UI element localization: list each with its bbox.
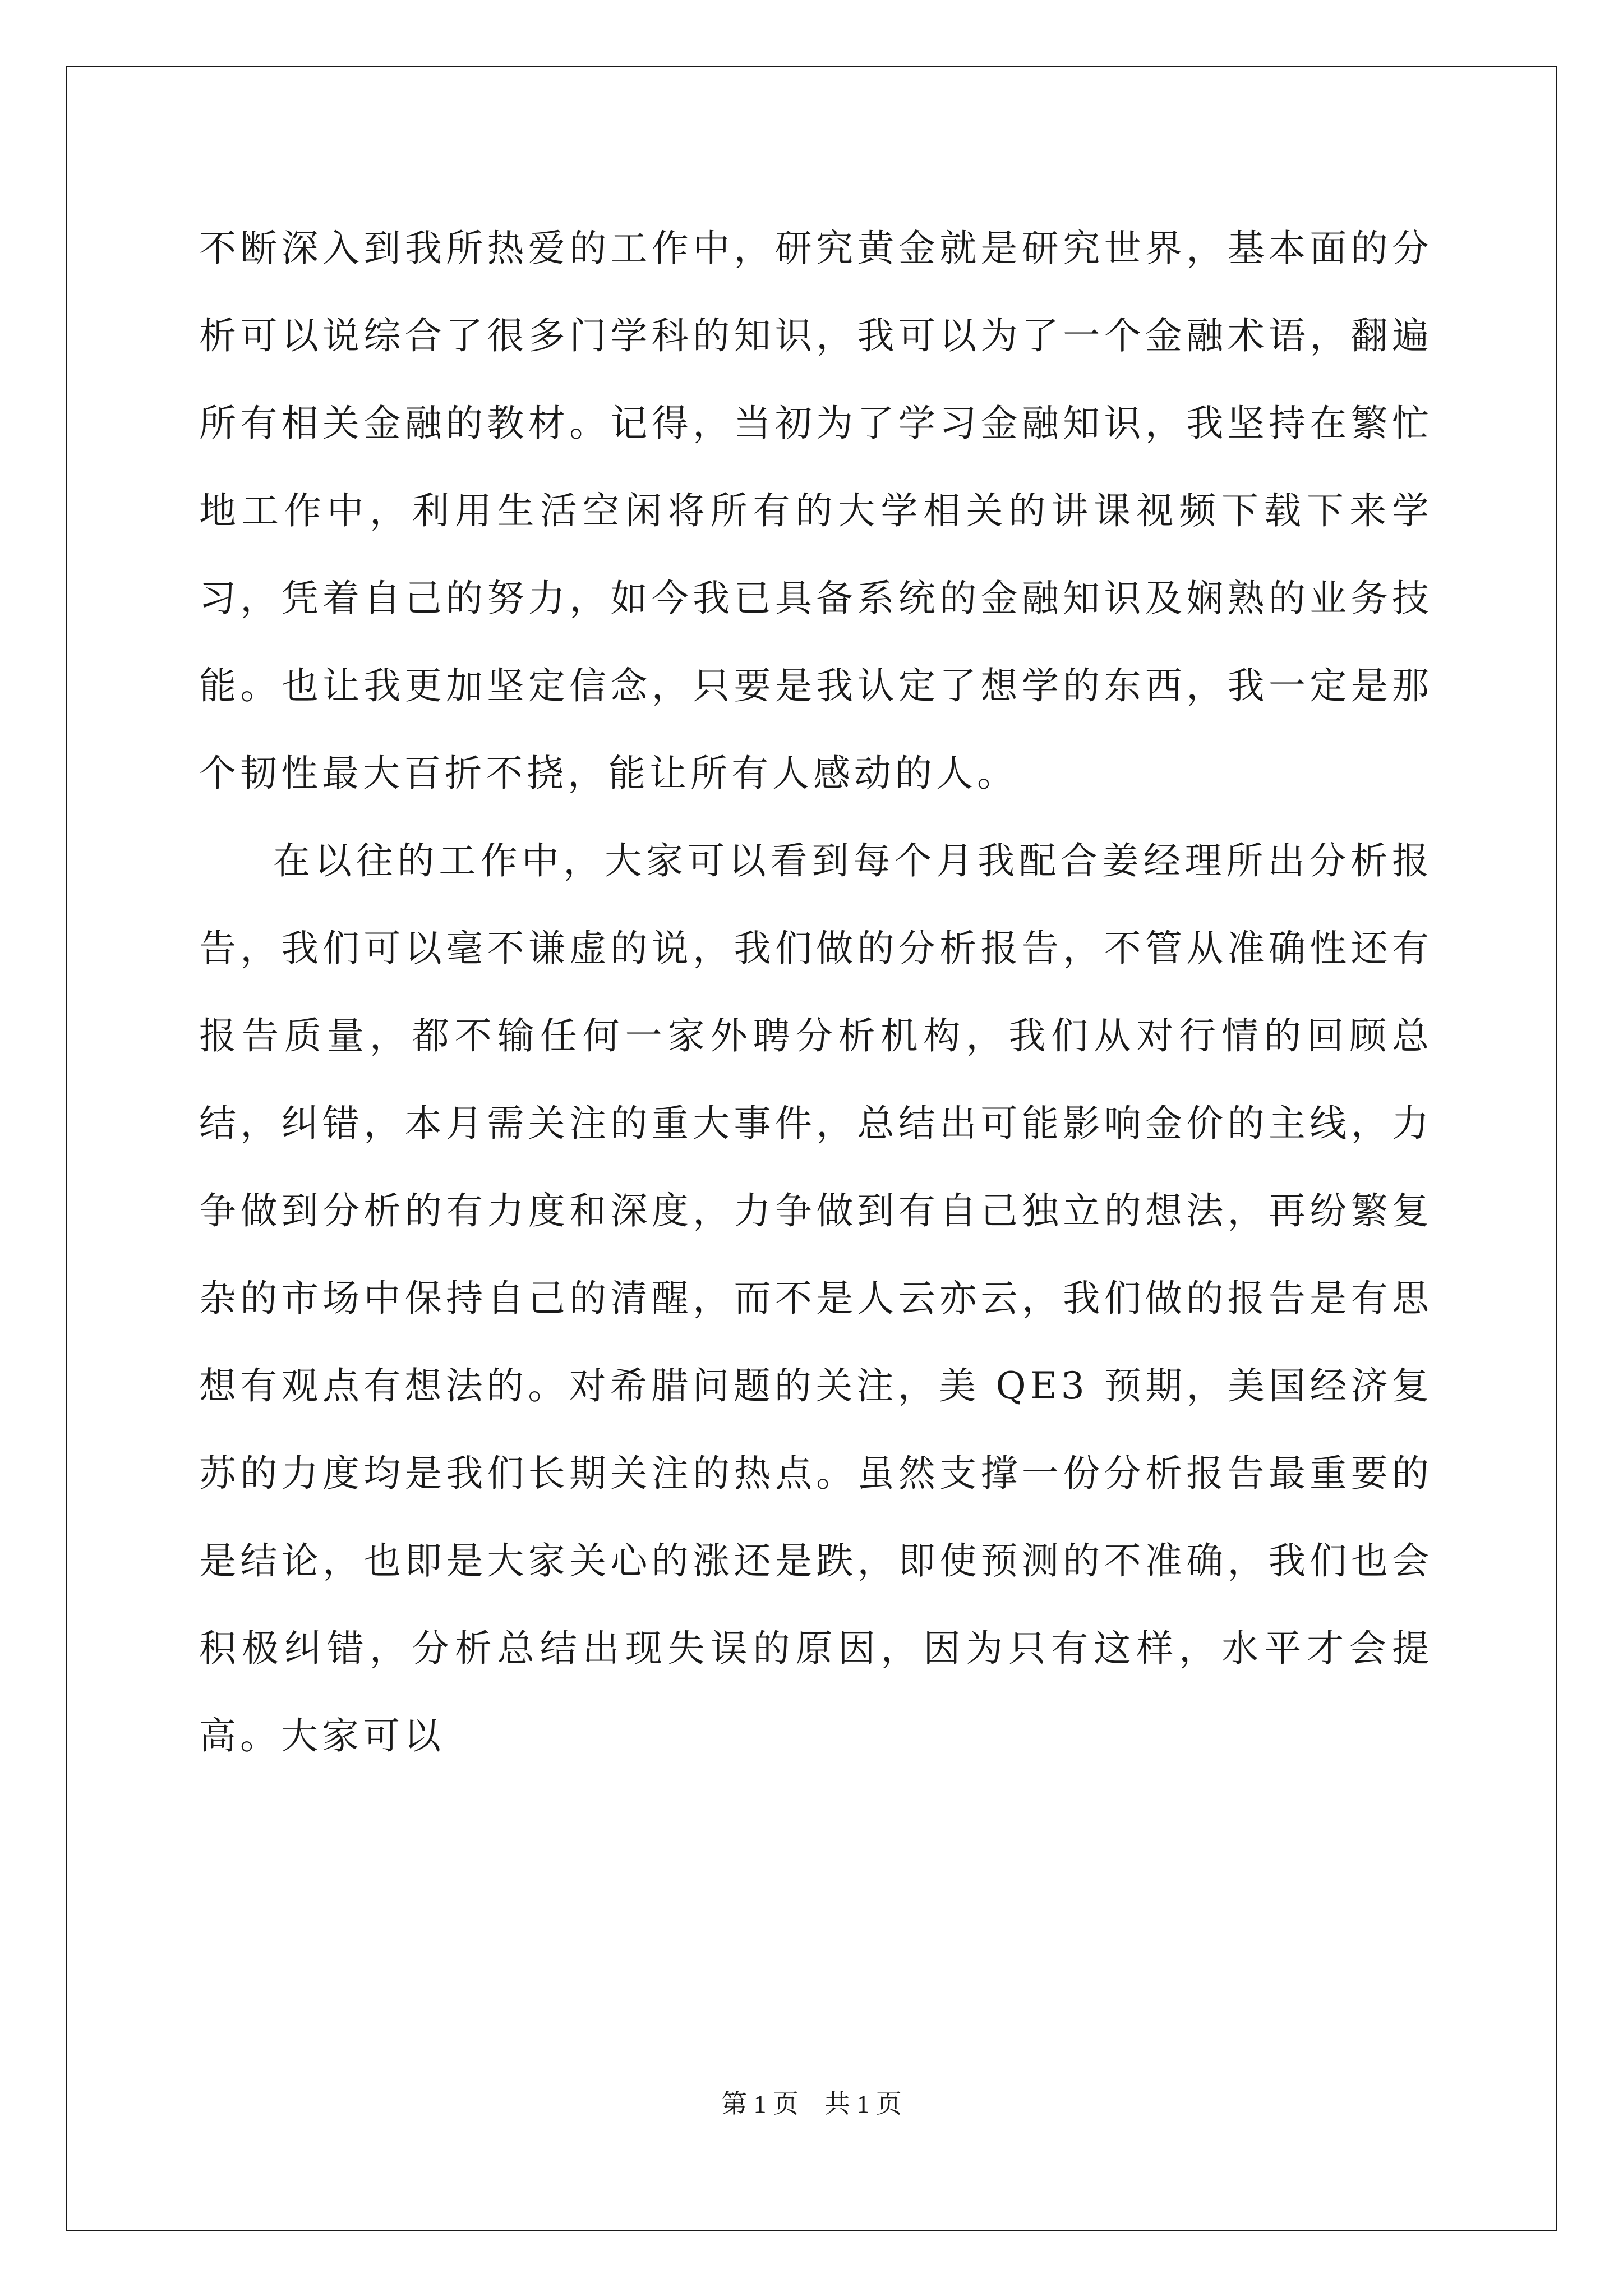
document-body (199, 205, 1433, 1780)
page-footer: 第 1 页 共 1 页 (721, 2090, 902, 2118)
paragraph-1: 不断深入到我所热爱的工作中，研究黄金就是研究世界，基本面的分析可以说综合了很多门学科的知识，我可以为了一个金融术语，翻遍所有相关金融的教材。记得，当初为了学习金融知识，我坚持在繁忙地工作中，利用生活空闲将所有的大学相关的讲课视频下载下来学习，凭着自己的努力，如今我已具备系统的金融知识及娴熟的业务技能。也让我更加坚定信念，只要是我认定了想学的东西，我一定是那个韧性最大百折不挠，能让所有人感动的人。 (199, 227, 1433, 795)
paragraph-2: 在以往的工作中，大家可以看到每个月我配合姜经理所出分析报告，我们可以毫不谦虚的说，我们做的分析报告，不管从准确性还有报告质量，都不输任何一家外聘分析机构，我们从对行情的回顾总结，纠错，本月需关注的重大事件，总结出可能影响金价的主线，力争做到分析的有力度和深度，力争做到有自己独立的想法，再纷繁复杂的市场中保持自己的清醒，而不是人云亦云，我们做的报告是有思想有观点有想法的。对希腊问题的关注，美 QE3 预期，美国经济复苏的力度均是我们长期关注的热点。虽然支撑一份分析报告最重要的是结论，也即是大家关心的涨还是跌，即使预测的不准确，我们也会积极纠错，分析总结出现失误的原因，因为只有这样，水平才会提高。大家可以 (199, 839, 1433, 1757)
